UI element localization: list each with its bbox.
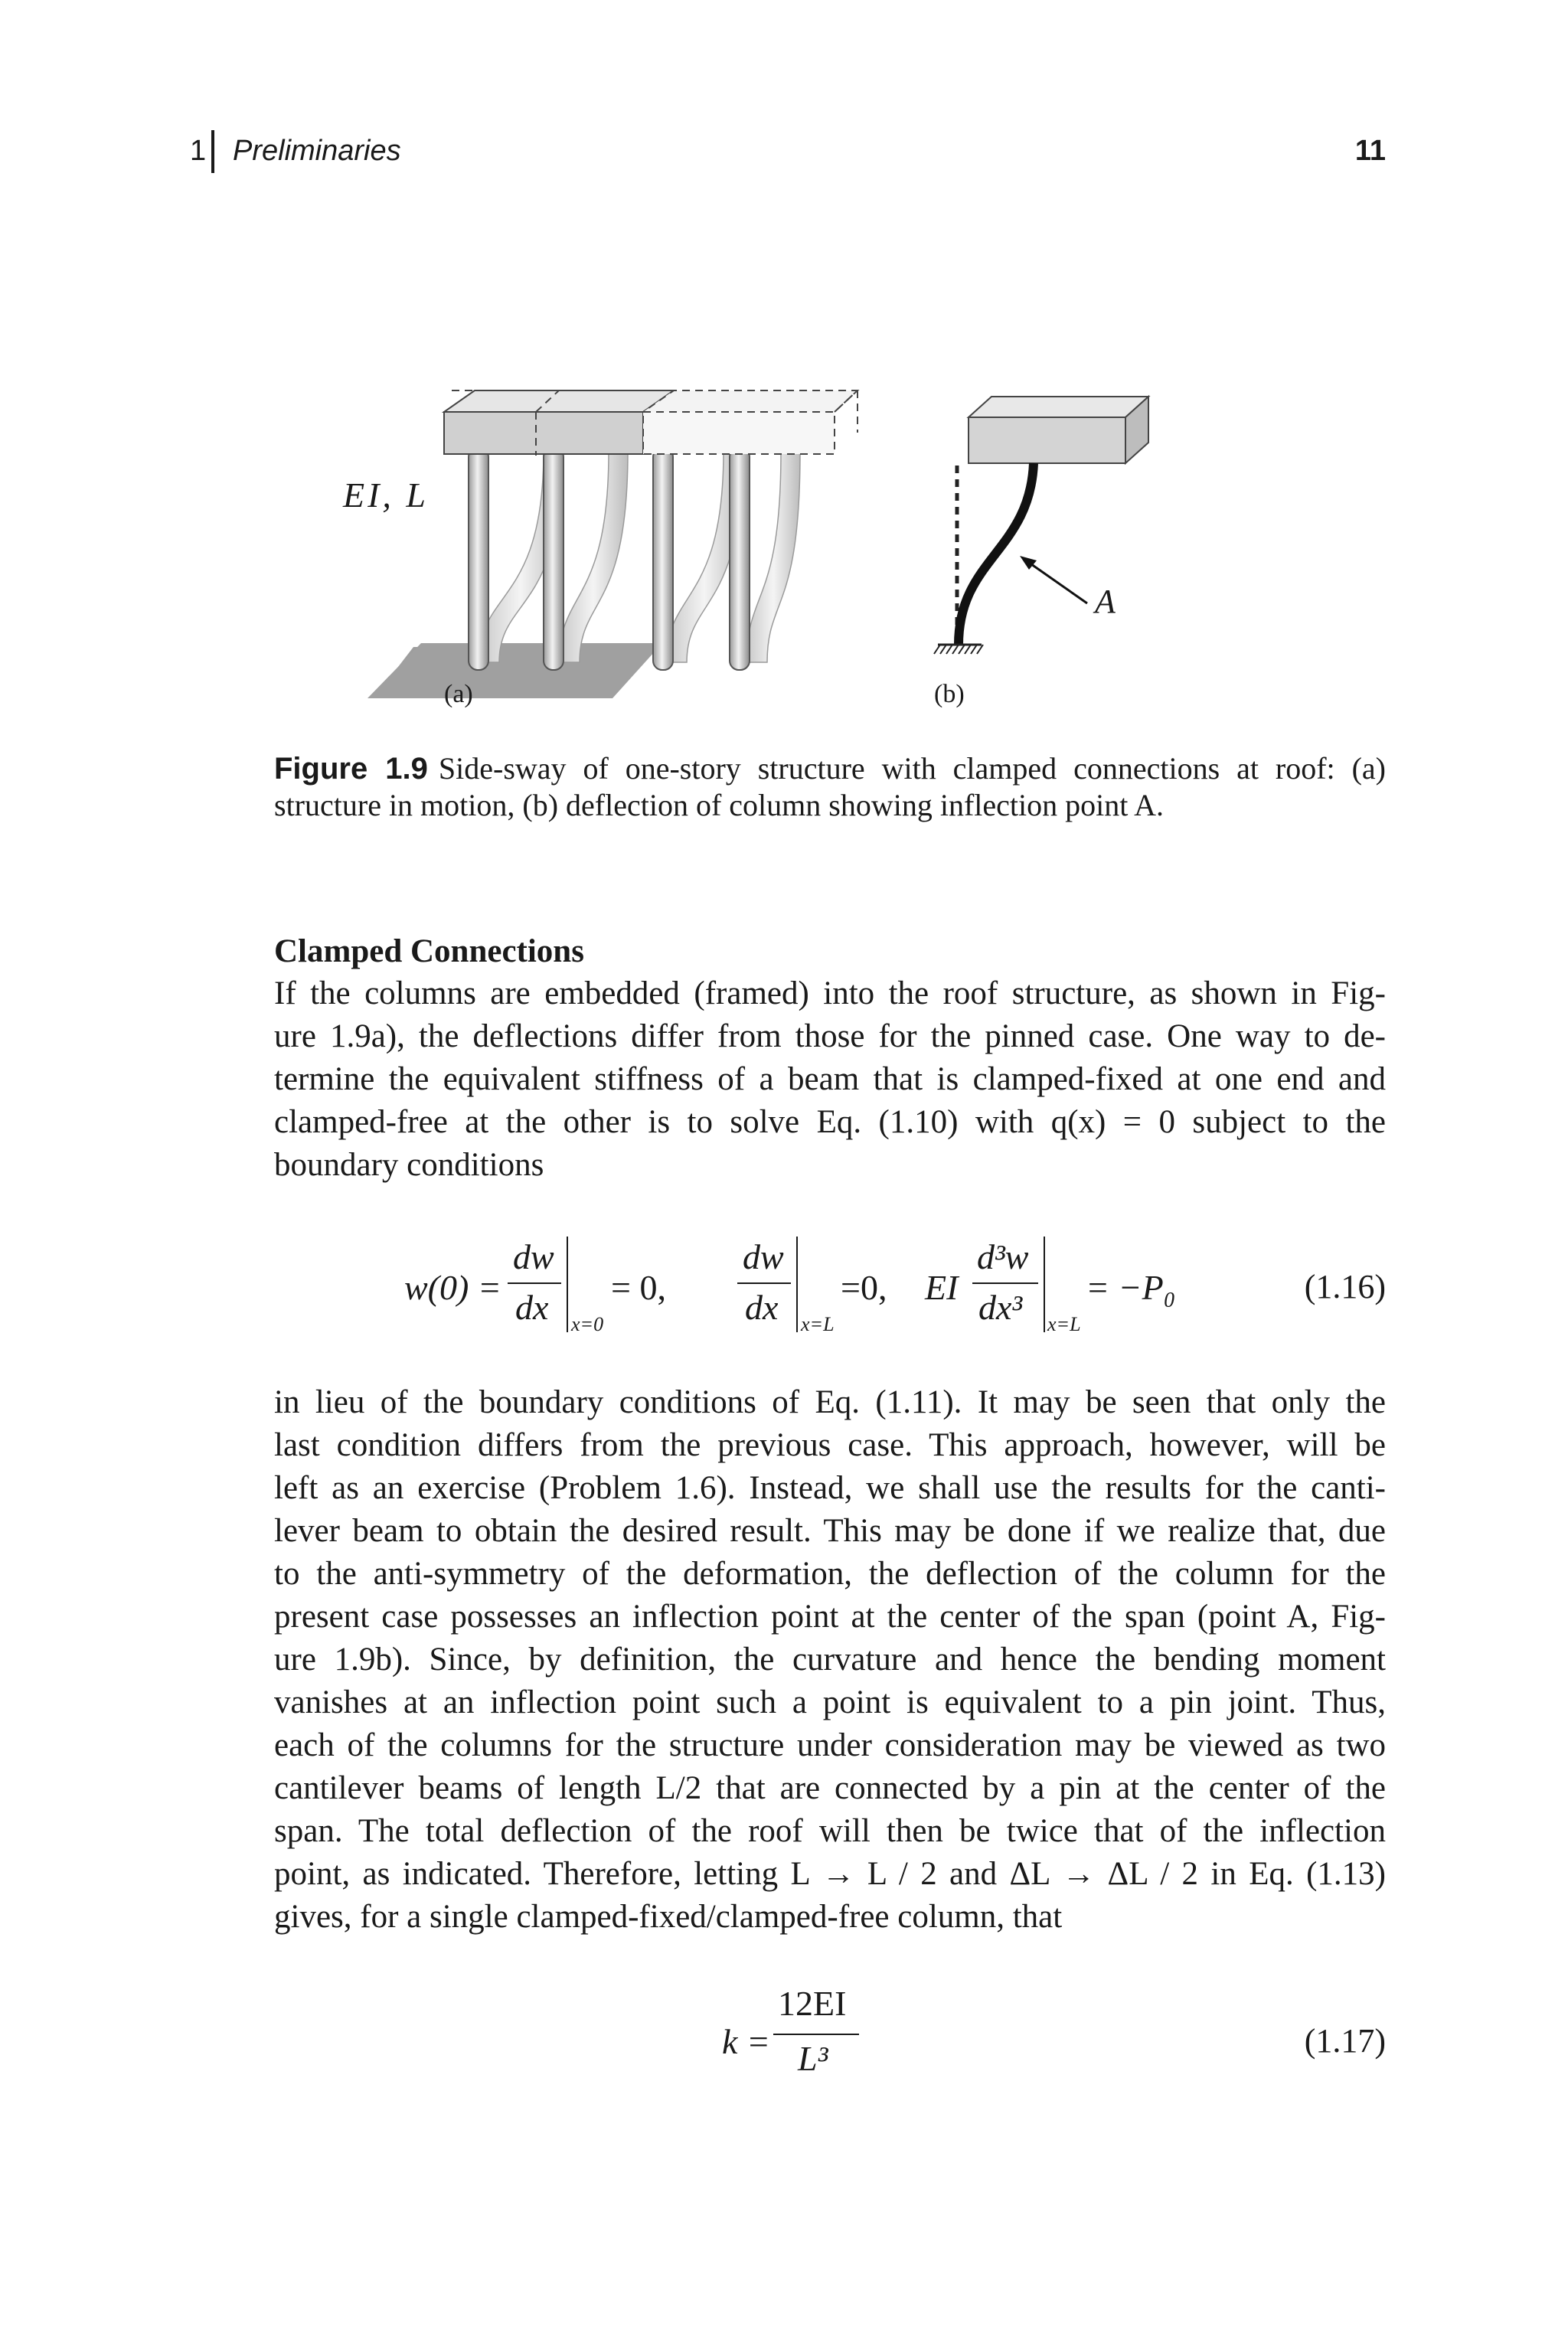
roof-block-b xyxy=(969,397,1148,417)
eq116-number: (1.16) xyxy=(1304,1268,1386,1305)
paragraph-line: span. The total deflection of the roof will then be twice that of the inflection xyxy=(274,1813,1386,1849)
panel-label-a: (a) xyxy=(444,680,473,708)
roof-front xyxy=(444,412,643,454)
paragraph-line: in lieu of the boundary conditions of Eq. (1.11). It may be seen that only the xyxy=(274,1384,1386,1420)
paragraph-line: last condition differs from the previous case. This approach, however, will be xyxy=(274,1427,1386,1463)
eq117-bar xyxy=(773,2034,859,2035)
swayed-column-2 xyxy=(559,452,628,662)
equation-1-17 xyxy=(274,1983,1386,2090)
paragraph-2 xyxy=(274,1381,1386,1939)
paragraph-line: vanishes at an inflection point such a point is equivalent to a pin joint. Thus, xyxy=(274,1684,1386,1720)
eq116-eval-bar-3 xyxy=(1044,1237,1045,1332)
label-point-a: A xyxy=(1095,583,1116,620)
section-heading: Clamped Connections xyxy=(274,933,584,969)
eq116-frac1-bar xyxy=(508,1282,561,1284)
eq116-frac3-num: d³w xyxy=(977,1237,1029,1276)
label-ei-l: EI, L xyxy=(343,475,429,515)
column-4 xyxy=(730,448,750,670)
deflected-column xyxy=(959,463,1034,645)
page-number: 11 xyxy=(1354,135,1386,167)
eq116-frac2-num: dw xyxy=(743,1237,784,1276)
paragraph-line: point, as indicated. Therefore, letting L → L / 2 and ΔL → ΔL / 2 in Eq. (1.13) xyxy=(274,1856,1386,1892)
paragraph-line: cantilever beams of length L/2 that are connected by a pin at the center of the xyxy=(274,1770,1386,1806)
eq117-num: 12EI xyxy=(778,1984,847,2023)
paragraph-line: to the anti-symmetry of the deformation, the deflection of the column for the xyxy=(274,1556,1386,1592)
eq116-frac1-num: dw xyxy=(513,1237,554,1276)
eq116-sub1: x=0 xyxy=(571,1313,604,1335)
eq116-sub2: x=L xyxy=(801,1313,835,1335)
caption-label: Figure 1.9 xyxy=(274,752,428,786)
paragraph-line: boundary conditions xyxy=(274,1147,544,1183)
figure-1-9 xyxy=(322,360,1240,766)
panel-label-b: (b) xyxy=(934,680,965,708)
eq116-frac2-den: dx xyxy=(745,1288,779,1327)
eq116-eq1: = 0, xyxy=(611,1268,666,1307)
paragraph-line: gives, for a single clamped-fixed/clamped-free column, that xyxy=(274,1899,1063,1935)
paragraph-line: clamped-free at the other is to solve Eq. (1.10) with q(x) = 0 subject to the xyxy=(274,1104,1386,1140)
header-divider xyxy=(211,130,214,173)
eq116-eval-bar-1 xyxy=(567,1237,568,1332)
eq117-den: L³ xyxy=(798,2039,828,2078)
paragraph-line: If the columns are embedded (framed) into the roof structure, as shown in Fig- xyxy=(274,975,1386,1011)
figure-caption xyxy=(274,750,1386,824)
eq116-frac3-bar xyxy=(972,1282,1038,1284)
running-header xyxy=(190,135,1386,181)
caption-text: Side-sway of one-story structure with clamped connections at roof: (a) structure in motion, (b) deflection of column showing inflection point A. xyxy=(274,751,1386,822)
paragraph-1 xyxy=(274,972,1386,1187)
equation-1-16 xyxy=(274,1237,1386,1351)
paragraph-line: each of the columns for the structure under consideration may be viewed as two xyxy=(274,1727,1386,1763)
paragraph-line: ure 1.9a), the deflections differ from those for the pinned case. One way to de- xyxy=(274,1018,1386,1054)
paragraph-line: left as an exercise (Problem 1.6). Instead, we shall use the results for the canti- xyxy=(274,1470,1386,1506)
paragraph-line: ure 1.9b). Since, by definition, the curvature and hence the bending moment xyxy=(274,1642,1386,1678)
chapter-number: 1 xyxy=(190,135,207,167)
roof-top xyxy=(444,390,674,412)
inflection-arrow xyxy=(1026,560,1087,603)
eq116-frac1-den: dx xyxy=(515,1288,549,1327)
chapter-title: Preliminaries xyxy=(233,135,401,167)
column-3 xyxy=(653,448,673,670)
eq116-rhs: = −P₀ xyxy=(1086,1268,1176,1307)
swayed-column-4 xyxy=(746,452,800,662)
paragraph-line: lever beam to obtain the desired result. This may be done if we realize that, due xyxy=(274,1513,1386,1549)
eq116-lhs: w(0) = xyxy=(404,1268,501,1307)
eq116-eval-bar-2 xyxy=(796,1237,798,1332)
column-1 xyxy=(469,448,488,670)
eq117-number: (1.17) xyxy=(1304,2022,1386,2060)
eq116-eq2: =0, xyxy=(841,1268,887,1307)
eq116-sub3: x=L xyxy=(1047,1313,1081,1335)
eq116-frac3-den: dx³ xyxy=(978,1288,1023,1327)
paragraph-line: present case possesses an inflection point at the center of the span (point A, Fig- xyxy=(274,1599,1386,1635)
eq116-frac2-bar xyxy=(737,1282,791,1284)
eq116-ei: EI xyxy=(925,1268,959,1307)
column-2 xyxy=(544,448,564,670)
eq117-lhs: k = xyxy=(722,2022,770,2061)
paragraph-line: termine the equivalent stiffness of a beam that is clamped-fixed at one end and xyxy=(274,1061,1386,1097)
